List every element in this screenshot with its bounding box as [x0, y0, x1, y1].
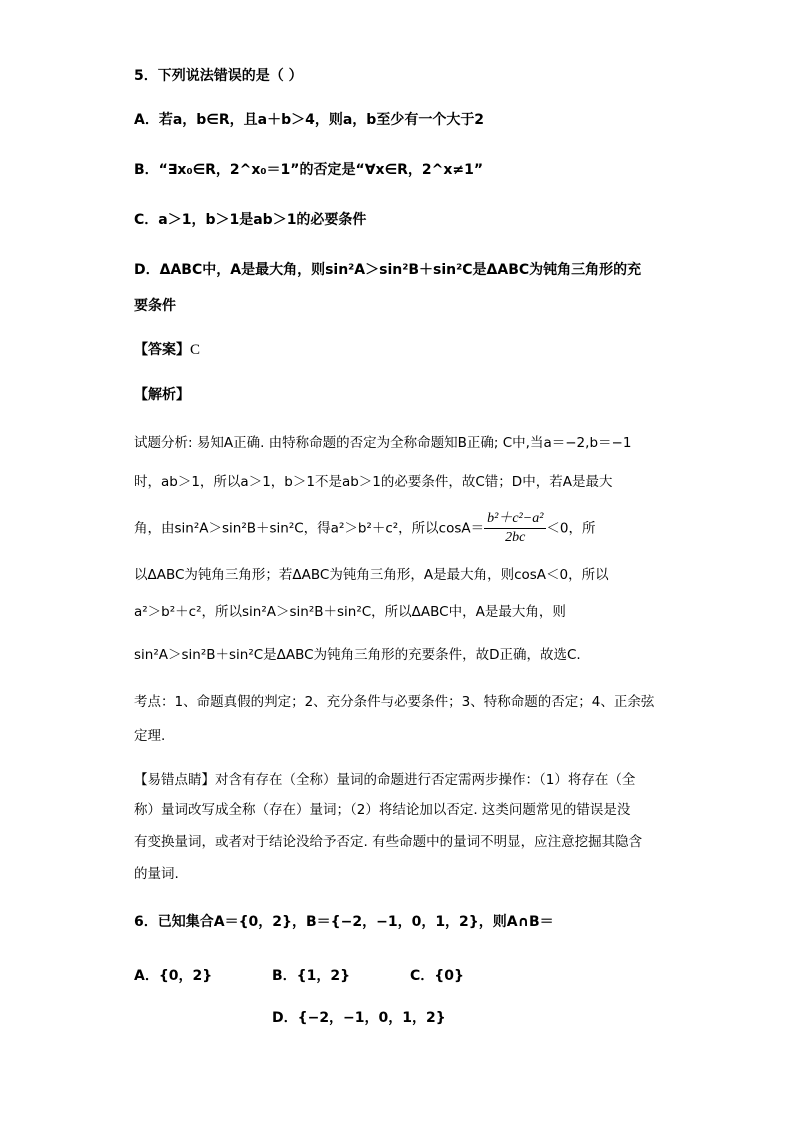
- cos-fraction: [484, 510, 546, 547]
- q6-option-b: B．{1，2}: [272, 968, 351, 984]
- analysis-line-3: [134, 510, 596, 547]
- q6-stem: 6．已知集合A＝{0，2}，B＝{−2，−1，0，1，2}，则A∩B＝: [134, 914, 554, 930]
- q6-option-c: C．{0}: [410, 968, 464, 984]
- analysis-line-3-text: 角，由sin²A＞sin²B＋sin²C，得a²＞b²＋c²，所以cosA＝: [134, 520, 485, 537]
- q6-option-d: D．{−2，−1，0，1，2}: [272, 1010, 446, 1026]
- q5-option-d-line2: 要条件: [134, 298, 176, 314]
- tips-line-2: 称）量词改写成全称（存在）量词；（2）将结论加以否定. 这类问题常见的错误是没: [134, 802, 631, 818]
- kaodian-line-1: 考点：1、命题真假的判定；2、充分条件与必要条件；3、特称命题的否定；4、正余弦: [134, 694, 655, 710]
- tips-line-1: 【易错点睛】对含有存在（全称）量词的命题进行否定需两步操作：（1）将存在（全: [134, 772, 636, 788]
- q5-answer: [134, 340, 200, 360]
- fraction-numerator: b²＋c²−a²: [484, 510, 546, 529]
- fraction-denominator: 2bc: [505, 530, 526, 545]
- analysis-line-2: 时，ab＞1，所以a＞1，b＞1不是ab＞1的必要条件，故C错；D中，若A是最大: [134, 474, 613, 490]
- analysis-line-6: sin²A＞sin²B＋sin²C是ΔABC为钝角三角形的充要条件，故D正确，故选C.: [134, 647, 581, 663]
- tips-line-4: 的量词.: [134, 866, 179, 882]
- q5-option-c: C．a＞1，b＞1是ab＞1的必要条件: [134, 212, 367, 228]
- analysis-line-5: a²＞b²＋c²，所以sin²A＞sin²B＋sin²C，所以ΔABC中，A是最大角，则: [134, 604, 566, 620]
- answer-value: C: [190, 342, 201, 358]
- analysis-line-1: 试题分析: 易知A正确. 由特称命题的否定为全称命题知B正确; C中,当a＝−2,b＝−1: [134, 435, 632, 451]
- q6-option-a: A．{0，2}: [134, 968, 213, 984]
- analysis-line-4: 以ΔABC为钝角三角形；若ΔABC为钝角三角形，A是最大角，则cosA＜0，所以: [134, 567, 609, 583]
- q5-analysis-label: 【解析】: [134, 387, 190, 403]
- q5-option-a: A．若a，b∈R，且a＋b＞4，则a，b至少有一个大于2: [134, 112, 485, 128]
- q5-option-b: B．“∃x₀∈R，2^x₀＝1”的否定是“∀x∈R，2^x≠1”: [134, 162, 484, 178]
- analysis-line-3-tail: ＜0，所: [546, 520, 596, 537]
- q5-stem: 5．下列说法错误的是（ ）: [134, 68, 303, 84]
- kaodian-line-2: 定理.: [134, 728, 166, 744]
- q5-option-d-line1: D．ΔABC中，A是最大角，则sin²A＞sin²B＋sin²C是ΔABC为钝角三角形的充: [134, 262, 642, 278]
- answer-label: 【答案】: [134, 342, 190, 358]
- tips-line-3: 有变换量词，或者对于结论没给予否定. 有些命题中的量词不明显，应注意挖掘其隐含: [134, 834, 643, 850]
